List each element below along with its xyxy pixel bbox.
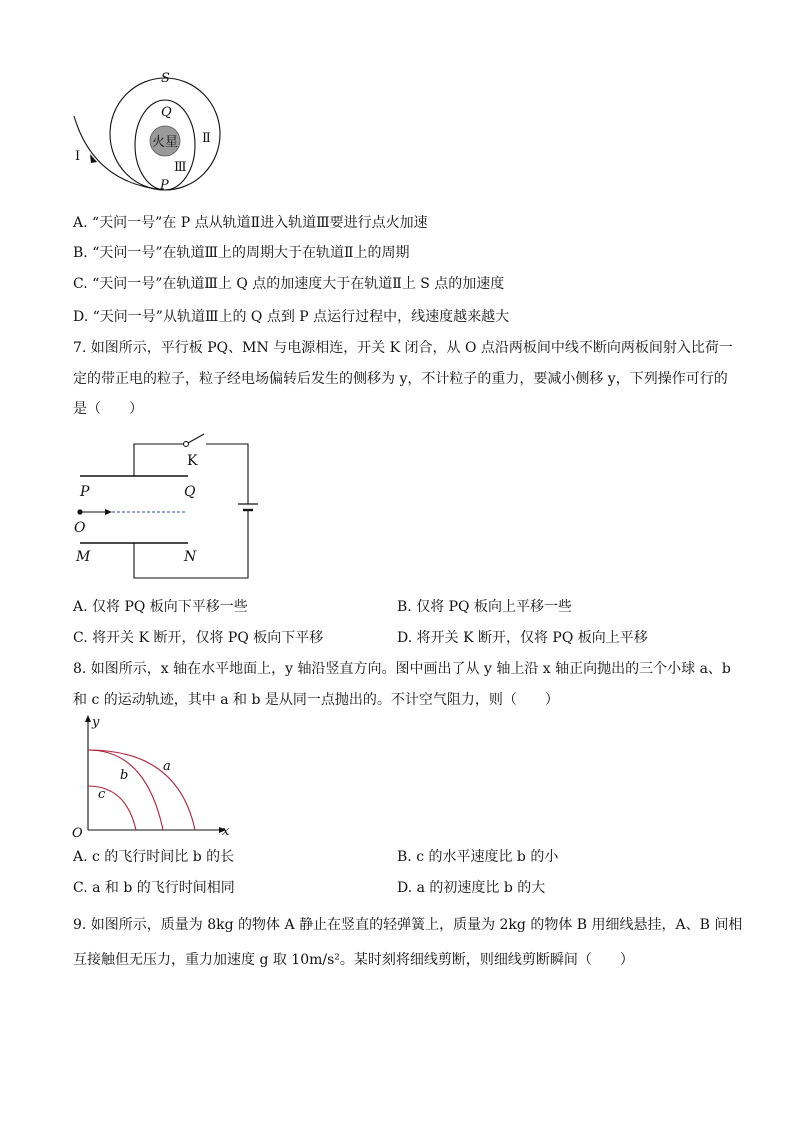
point-Q-label: Q (161, 105, 172, 120)
q9-stem-line-1: 9. 如图所示，质量为 8kg 的物体 A 静止在竖直的轻弹簧上，质量为 2kg 的物体 B 用细线悬挂，A、B 间相 (73, 917, 743, 933)
curve-c-label: c (98, 787, 106, 802)
capacitor-circuit-diagram (68, 432, 258, 584)
trajectory-c (88, 786, 136, 830)
q8-option-a: A. c 的飞行时间比 b 的长 (73, 849, 235, 865)
q7-option-d: D. 将开关 K 断开，仅将 PQ 板向上平移 (397, 630, 648, 646)
q7-stem-line-1: 7. 如图所示，平行板 PQ、MN 与电源相连，开关 K 闭合，从 O 点沿两板间中线不断向两板间射入比荷一 (73, 340, 733, 356)
plate-p-label: P (80, 484, 90, 500)
q7-option-c: C. 将开关 K 断开，仅将 PQ 板向下平移 (73, 630, 324, 646)
point-P-label: P (160, 178, 169, 193)
particle-arrowhead (105, 509, 112, 515)
y-axis-label: y (92, 715, 100, 730)
point-S-label: S (161, 71, 170, 86)
orbit-1-label: Ⅰ (75, 149, 81, 164)
q7-option-a: A. 仅将 PQ 板向下平移一些 (73, 599, 248, 615)
point-o-dot (77, 509, 82, 514)
orbit-3-label: Ⅲ (174, 160, 187, 175)
q6-option-a: A. “天问一号”在 P 点从轨道Ⅱ进入轨道Ⅲ要进行点火加速 (73, 215, 428, 231)
origin-label: O (72, 826, 83, 840)
q8-option-b: B. c 的水平速度比 b 的小 (397, 849, 559, 865)
plate-m-label: M (76, 549, 91, 565)
q6-option-c: C. “天问一号”在轨道Ⅲ上 Q 点的加速度大于在轨道Ⅱ上 S 点的加速度 (73, 276, 505, 292)
q7-stem-line-3: 是（ ） (73, 401, 143, 417)
y-axis-arrow (85, 715, 91, 722)
circuit-wire-right (206, 444, 248, 504)
q7-stem-line-2: 定的带正电的粒子，粒子经电场偏转后发生的侧移为 y，不计粒子的重力，要减小侧移 y，下列操作可行的 (73, 371, 728, 387)
q8-option-d: D. a 的初速度比 b 的大 (397, 880, 546, 896)
q6-option-b: B. “天问一号”在轨道Ⅲ上的周期大于在轨道Ⅱ上的周期 (73, 245, 410, 261)
plate-q-label: Q (184, 484, 196, 500)
curve-b-label: b (120, 768, 129, 783)
orbit-1-path (74, 116, 165, 190)
x-axis-label: x (222, 824, 230, 839)
q8-stem-line-2: 和 c 的运动轨迹，其中 a 和 b 是从同一点抛出的。不计空气阻力，则（ ） (73, 692, 559, 708)
mars-label: 火星 (151, 135, 179, 150)
q8-option-c: C. a 和 b 的飞行时间相同 (73, 880, 235, 896)
circuit-wire-bottom (134, 510, 248, 578)
switch-k-label: K (187, 453, 198, 469)
orbit-diagram (68, 68, 258, 193)
q9-stem-line-2: 互接触但无压力，重力加速度 g 取 10m/s²。某时刻将细线剪断，则细线剪断瞬间（ ） (73, 952, 634, 968)
q8-stem-line-1: 8. 如图所示，x 轴在水平地面上，y 轴沿竖直方向。图中画出了从 y 轴上沿 x 轴正向抛出的三个小球 a、b (73, 661, 731, 677)
circuit-wire (134, 444, 184, 476)
plate-n-label: N (184, 549, 197, 565)
q7-option-b: B. 仅将 PQ 板向上平移一些 (397, 599, 572, 615)
switch-k-blade (188, 434, 204, 443)
projectile-diagram (68, 712, 238, 840)
point-o-label: O (74, 520, 86, 536)
switch-k-terminal (184, 442, 189, 447)
q6-option-d: D. “天问一号”从轨道Ⅲ上的 Q 点到 P 点运行过程中，线速度越来越大 (73, 309, 510, 325)
curve-a-label: a (163, 759, 171, 774)
orbit-2-label: Ⅱ (202, 131, 211, 146)
